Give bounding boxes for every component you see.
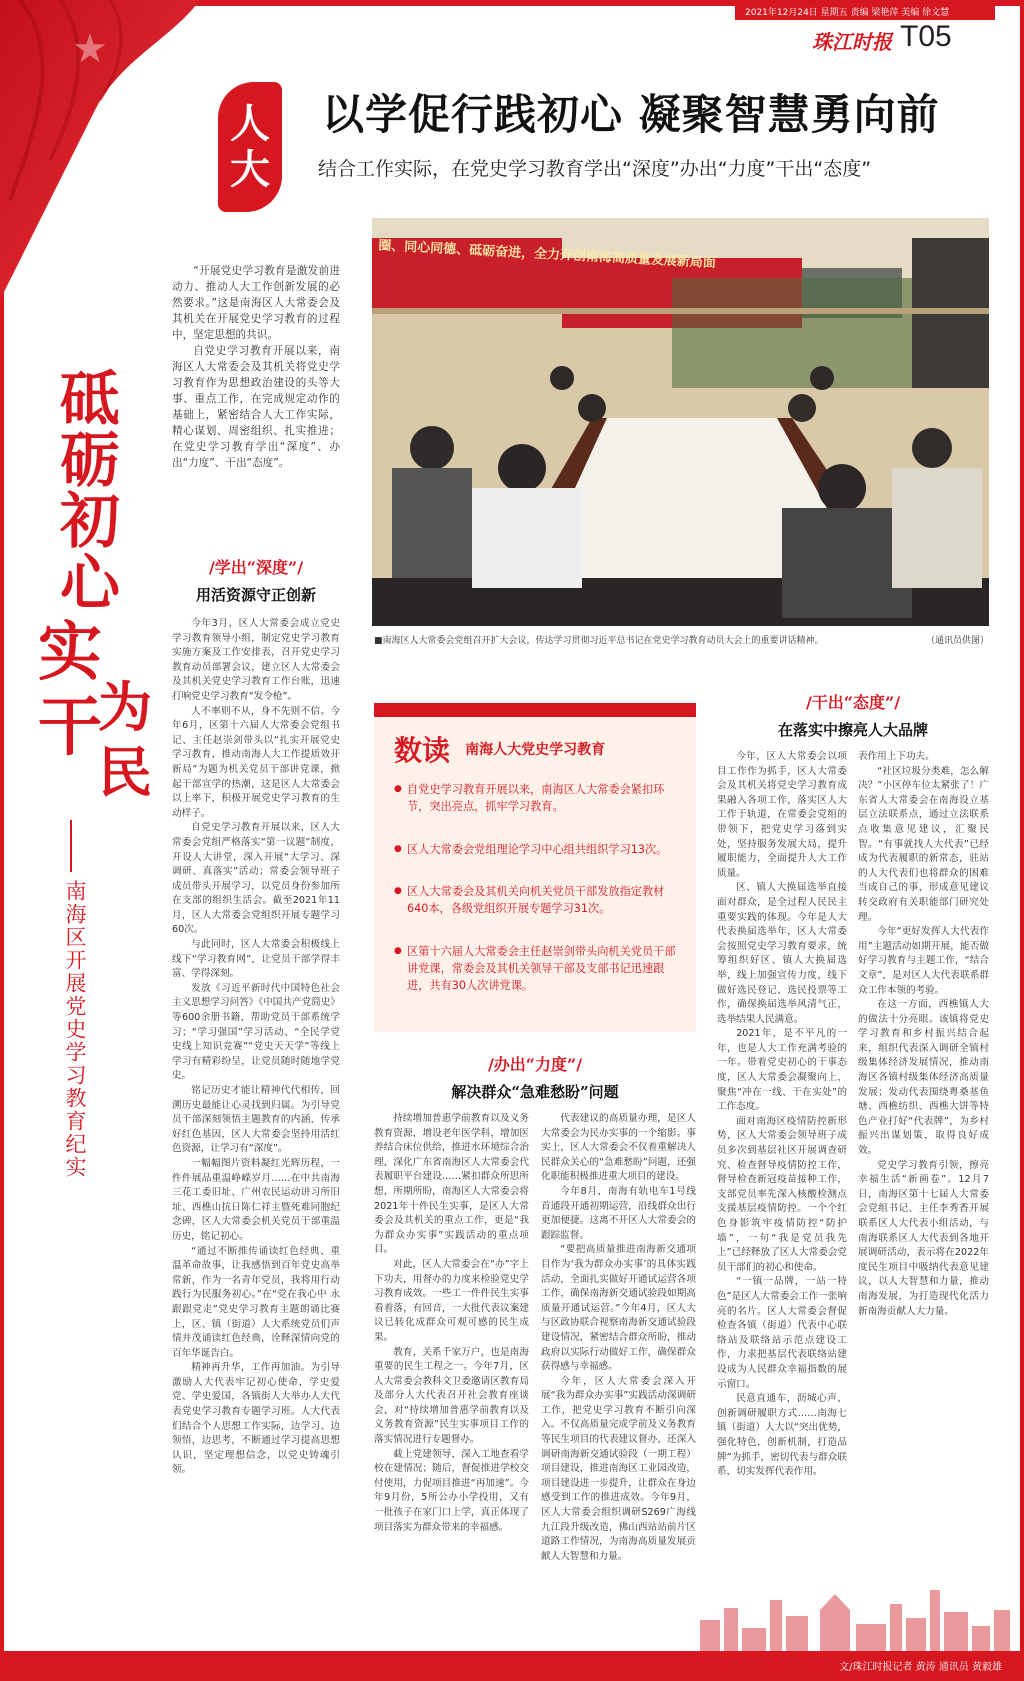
calligraphy-char: 砥 bbox=[60, 365, 120, 435]
star-icon: ★ bbox=[72, 26, 108, 72]
photo-credit: （通讯员供图） bbox=[926, 636, 990, 646]
text-column-3b bbox=[858, 750, 989, 1590]
paragraph: 今年“更好发挥人大代表作用”主题活动如期开展，能否做好学习教育与主题工作，“结合文章”，是对区人大代表联系群众工作本领的考验。 bbox=[858, 926, 989, 996]
section-tag-label: /干出“态度”/ bbox=[805, 693, 901, 712]
byline: 文/珠江时报记者 黄涛 通讯员 黄毅雄 bbox=[839, 1662, 1002, 1673]
paragraph: 今年3月，区人大常委会成立党史学习教育领导小组，制定党史学习教育实施方案及工作安排表，召开党史学习教育动员部署会议，建立区人大常委会及其机关党史学习教育工作台账，迅速打响党史学习教育“发令枪”。 bbox=[172, 618, 340, 702]
paragraph: 区、镇人大换届选举直接面对群众，是全过程人民民主重要实践的体现。今年是人大代表换届选举年，区人大常委会按照党史学习教育要求，统筹组织好区、镇人大换届选举，线上加强宣传力度，线下做好选民登记、选民投票等工作，确保换届选举风清气正，选举结果人民满意。 bbox=[717, 882, 847, 1025]
paragraph: 持续增加普惠学前教育以及义务教育资源，增设老年医学科，增加医养结合床位供给，推进水环境综合治理，深化广东省南海区人大常委会代表履职平台建设……紧扣群众所思所想，所期所盼，南海区人大常委会将2021年十件民生实事，是区人大常委会及其机关的重点工作，更是“我为群众办实事”实践活动的重点项目。 bbox=[374, 1113, 529, 1256]
issue-meta: 2021年12月24日 星期五 责编 梁艳萍 美编 徐文慧 bbox=[735, 6, 995, 20]
paragraph: 2021年，是不平凡的一年，也是人大工作充满考验的一年。带着党史初心的干事态度，区人大常委会凝聚向上，聚焦“冲在一线、干在实处”的工作态度。 bbox=[717, 1028, 847, 1113]
text-column-2a bbox=[374, 1112, 529, 1632]
intro-column bbox=[172, 263, 340, 471]
data-box-big-title: 数读 bbox=[394, 734, 451, 767]
newspaper-brand: 珠江时报 bbox=[812, 30, 892, 54]
paragraph: 人不率则不从，身不先则不信。今年6月，区第十六届人大常委会党组书记、主任赵崇剑带头以“扎实开展党史学习教育，推动南海人大工作提质效开新局”为题为机关党员干部讲党课，掀起干部宣学的热潮，这是区人大常委会以上率下，积极开展党史学习教育的生动样子。 bbox=[172, 705, 340, 819]
paragraph: 精神再升华，工作再加油。为引导激励人大代表牢记初心使命，学史爱党、学史爱国，各镇街人大举办人大代表党史学习教育专题学习班。人大代表们结合个人思想工作实际，边学习、边领悟，边思考，不断通过学习提高思想认识，坚定理想信念，以党史铸魂引领。 bbox=[172, 1362, 340, 1476]
data-item: ● 自党史学习教育开展以来，南海区人大常委会紧扣环节，突出亮点，抓牢学习教育。 bbox=[394, 781, 684, 815]
section-heading-1 bbox=[172, 555, 340, 605]
section-title: 在落实中擦亮人大品牌 bbox=[777, 721, 928, 739]
paragraph: 在这一方面，西樵镇人大的做法十分亮眼。该镇将党史学习教育和乡村振兴结合起来，组织代表深入调研全镇村级集体经济发展情况，推动南海区各镇村级集体经济高质量发展；发动代表围绕粤桑基鱼塘、西樵纺织、西樵大饼等特色产业打好“代表牌”，为乡村振兴出谋划策，取得良好成效。 bbox=[858, 999, 989, 1157]
photo-caption: ■南海区人大常委会党组召开扩大会议，传达学习贯彻习近平总书记在党史学习教育动员大会上的重要讲话精神。 bbox=[374, 636, 824, 646]
page-subheadline: 结合工作实际，在党史学习教育学出“深度”办出“力度”干出“态度” bbox=[318, 158, 872, 180]
paragraph: 截上党建领导，深入工地查看学校在建情况；随后，督促推进学校交付使用，力促项目推进“再加速”。今年9月份，5所公办小学投用，又有一批孩子在家门口上学，真正体现了项目落实为群众带来的幸福感。 bbox=[374, 1448, 529, 1533]
calligraphy-char: 初 bbox=[60, 487, 120, 558]
page-number: T05 bbox=[900, 20, 952, 53]
paragraph: 今年，区人大常委会深入开展“我为群众办实事”实践活动深调研工作，把党史学习教育不断引向深入。不仅高质量完成学前及义务教育等民生项目的代表建议督办，还深入调研南海新交通试验段（一期工程）项目建设，推进南海区工业园改造，项目建设进一步提升，让群众在身边感受到工作的推进成效。今年9月，区人大常委会组织调研S269广海线九江段升级改造，佛山西站站前片区道路工作情况，为南海高质量发展贡献人大智慧和力量。 bbox=[541, 1375, 696, 1562]
text-column-1 bbox=[172, 617, 340, 1632]
paragraph: 代表建议的高质量办理，是区人大常委会为民办实事的一个缩影。事实上，区人大常委会不仅着重解决人民群众关心的“急难愁盼”问题，还强化职能积极推进重大项目的建设。 bbox=[541, 1113, 696, 1183]
section-tag bbox=[218, 82, 282, 212]
paragraph: 民意直通车，沥城心声，创新调研履职方式……南海七镇（街道）人大以“突出优势，强化特色，创新机制，打造品牌”为抓手，密切代表与群众联系，切实发挥代表作用。 bbox=[717, 1393, 847, 1478]
calligraphy-title-3 bbox=[95, 675, 155, 805]
paragraph: “通过不断推传诵读红色经典、重温革命故事，让我感悟到百年党史高举常新，作为一名青年党员，我将用行动践行为民服务初心。”在“党在我心中 永跟跟党走”党史学习教育主题朗诵比赛上，区、镇（街道）人大系统党员们声情并茂诵读红色经典，诠释深情向党的百年华诞告白。 bbox=[172, 1245, 340, 1359]
paragraph: 党史学习教育引领，擦亮幸福生活“新画卷”。12月7日，南海区第十七届人大常委会党组书记、主任李秀香开展联系区人大代表小组活动，与南海联系区人大代表到各地开展调研活动，表示将在2022年度民生项目中吸纳代表意见建议，以人大智慧和力量，推动南海发展，为打造现代化活力新南海贡献人大力量。 bbox=[858, 1159, 989, 1317]
section-heading-3 bbox=[717, 690, 989, 740]
text-column-2b bbox=[541, 1112, 696, 1632]
paragraph: “一镇一品牌，一站一特色”是区人大常委会工作一张响亮的名片。区人大常委会督促检查各镇（街道）代表中心联络站及联络站示范点建设工作，力求把基层代表联络站建设成为人民群众幸福指数的展示窗口。 bbox=[717, 1276, 847, 1390]
paragraph: 一幅幅图片资料凝红光辉历程，一件件展品重温峥嵘岁月……在中共南海三花工委旧址、广州农民运动讲习所旧址、西樵山抗日陈仁祥主暨死难同胞纪念碑，区人大常委会机关党员干部重温历史，铭记初心。 bbox=[172, 1157, 340, 1242]
data-box-subtitle: 南海人大党史学习教育 bbox=[465, 742, 606, 758]
curtain-decoration bbox=[0, 0, 200, 300]
red-frame-right bbox=[1020, 0, 1024, 1681]
paragraph: “要把高质量推进南海新交通项目作为‘我为群众办实事’的具体实践活动，全面扎实做好开通试运营各项工作，确保南海新交通试验段如期高质量开通试运营。”今年4月，区人大与区政协联合视察南海新交通试验段建设情况，紧密结合群众所盼，推动政府以实际行动做好工作，确保群众获得感与幸福感。 bbox=[541, 1244, 696, 1373]
calligraphy-title bbox=[40, 365, 140, 619]
paragraph: 对此，区人大常委会在“办”字上下功夫，用督办的力度来检验党史学习教育成效。一些工一件件民生实事看着落，有回音，一大批代表议案建议已转化成群众可观可感的民生成果。 bbox=[374, 1258, 529, 1343]
paragraph: 发放《习近平新时代中国特色社会主义思想学习问答》《中国共产党简史》等600余册书籍，帮助党员干部系统学习；“学习强国”学习活动、“全民学党史线上知识竞赛”“党史天天学”等线上学习有精彩纷呈，让党员随时随地学党史。 bbox=[172, 982, 340, 1082]
data-box-title bbox=[394, 729, 605, 769]
paragraph: 今年8月，南海有轨电车1号线首通段开通初期运营，沿线群众出行更加便捷。这离不开区人大常委会的跟踪监督。 bbox=[541, 1185, 696, 1241]
section-tag-label: /学出“深度”/ bbox=[208, 558, 304, 577]
calligraphy-char: 民 bbox=[98, 740, 152, 805]
text-column-3a bbox=[717, 750, 847, 1590]
page-headline: 以学促行践初心 凝聚智慧勇向前 bbox=[322, 90, 940, 139]
section-title: 解决群众“急难愁盼”问题 bbox=[451, 1083, 619, 1101]
section-heading-2 bbox=[374, 1052, 696, 1102]
paragraph: “社区垃圾分类难，怎么解决？”小区停车位太紧张了！广东省人大常委会在南海设立基层立法联系点，通过立法联系点收集意见建议，汇聚民智。“有事就找人大代表”已经成为代表履职的新常态，驻站的人大代表们也将群众的困难当成自己的事，形成意见建议转交政府有关职能部门研究处理。 bbox=[858, 765, 989, 923]
paragraph: 教育，关系千家万户，也是南海重要的民生工程之一。今年7月，区人大常委会教科文卫委邀请区教育局及部分人大代表召开社会教育座谈会，对“持续增加普惠学前教育以及义务教育资源”民生实事项目工作的落实情况进行专题督办。 bbox=[374, 1346, 529, 1446]
calligraphy-char: 为 bbox=[98, 675, 152, 739]
calligraphy-char: 砺 bbox=[60, 426, 120, 497]
photo-banner-text: 圈、同心同德、砥砺奋进，全力开创南海高质量发展新局面 bbox=[377, 238, 717, 272]
paragraph: 自党史学习教育开展以来，区人大常委会党组严格落实“第一议题”制度，开设人大讲堂，深入开展“大学习、深调研、真落实”活动；常委会领导班子成员带头开展学习，以党员身份参加所在支部的组织生活会。截至2021年11月，区人大常委会党组织开展专题学习60次。 bbox=[172, 822, 340, 936]
section-tag-char: 大 bbox=[230, 146, 270, 193]
calligraphy-char: 实 bbox=[38, 615, 102, 690]
data-box bbox=[374, 703, 696, 1032]
section-tag-char: 人 bbox=[230, 100, 270, 147]
skyline-decoration bbox=[700, 1580, 1016, 1652]
calligraphy-char: 干 bbox=[38, 690, 102, 766]
section-tag-label: /办出“力度”/ bbox=[487, 1055, 583, 1074]
calligraphy-char: 心 bbox=[60, 548, 120, 619]
data-item: ● 区第十六届人大常委会主任赵崇剑带头向机关党员干部讲党课，常委会及其机关领导干部及支部书记迅速跟进，共有30人次讲党课。 bbox=[394, 943, 684, 994]
paragraph: 今年，区人大常委会以项目工作作为抓手，区人大常委会及其机关将党史学习教育成果融入各项工作，落实区人大工作于轨道，在常委会党组的带领下，把党史学习落到实处，坚持服务发展大局，提升履职能力，全面提升人大工作质量。 bbox=[717, 751, 847, 879]
paragraph: “开展党史学习教育是激发前进动力、推动人大工作创新发展的必然要求。”这是南海区人大常委会及其机关在开展党史学习教育的过程中，坚定思想的共识。 bbox=[172, 265, 340, 341]
section-title: 用活资源守正创新 bbox=[195, 586, 316, 604]
paragraph: 铭记历史才能让精神代代相传，回溯历史最能让心灵找到归属。为引导党员干部深刻领悟主题教育的内涵，传承好红色基因，区人大常委会坚持用活红色资源，让学习有“深度”。 bbox=[172, 1085, 340, 1155]
meeting-photo bbox=[372, 218, 989, 626]
paragraph: 面对南海区疫情防控新形势，区人大常委会领导班子成员多次到基层社区开展调查研究、检查督导疫情防控工作，督导检查新冠疫苗接种工作，支部党员率先深入核酸检测点支援基层疫情防控。一个个红色身影筑牢疫情防控“防护墙”，一句“我是党员我先上”已经释放了区人大常委会党员干部们的初心和使命。 bbox=[717, 1115, 847, 1273]
data-item: ● 区人大常委会及其机关向机关党员干部发放指定教材640本，各级党组织开展专题学习31次。 bbox=[394, 883, 684, 917]
paragraph: 表作用上下功夫。 bbox=[858, 751, 935, 762]
data-item: ● 区人大常委会党组理论学习中心组共组织学习13次。 bbox=[394, 841, 684, 858]
divider-line bbox=[70, 820, 72, 872]
paragraph: 与此同时，区人大常委会积极线上线下“学习教育网”，让党员干部学得丰富、学得深刻。 bbox=[172, 939, 340, 980]
calligraphy-subtitle: 南海区开展党史学习教育纪实 bbox=[63, 880, 87, 1179]
paragraph: 自党史学习教育开展以来，南海区人大常委会及其机关将党史学习教育作为思想政治建设的头等大事、重点工作，在完成规定动作的基础上，紧密结合人大工作实际，精心谋划、周密组织、扎实推进；在党史学习教育学出“深度”、办出“力度”、干出“态度”。 bbox=[172, 345, 340, 469]
